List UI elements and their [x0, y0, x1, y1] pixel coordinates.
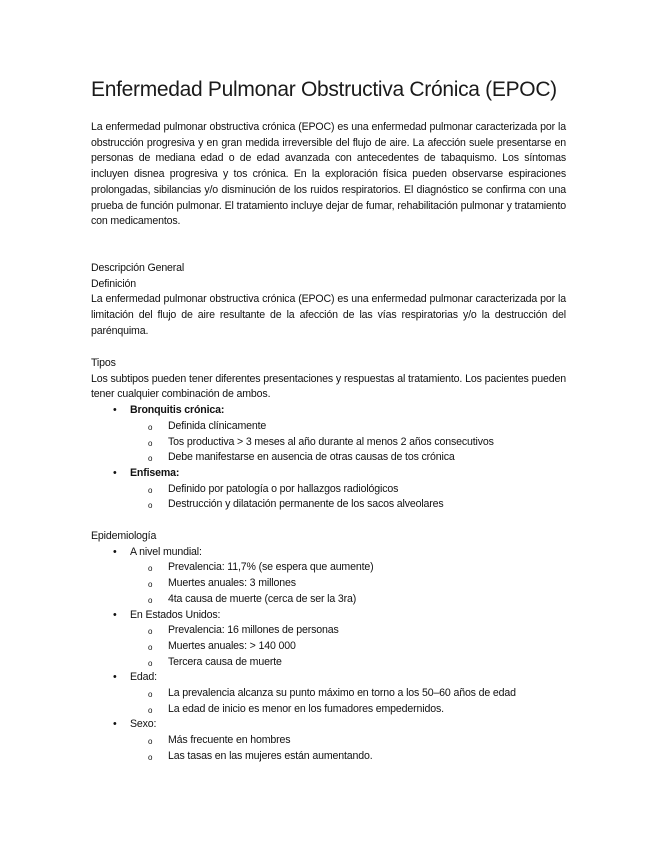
sub-list-item: [91, 560, 566, 576]
sub-list-item: [91, 623, 566, 639]
sub-list-item: [91, 655, 566, 671]
circle-bullet-icon: o: [148, 485, 153, 495]
circle-bullet-icon: o: [148, 580, 153, 590]
page-title: Enfermedad Pulmonar Obstructiva Crónica (EPOC): [91, 78, 557, 101]
circle-bullet-icon: o: [148, 752, 153, 762]
types-section: [91, 356, 566, 513]
circle-bullet-icon: o: [148, 595, 153, 605]
definition-heading: Definición: [91, 277, 137, 290]
sub-list-item: [91, 482, 566, 498]
sub-list-item-text: La edad de inicio es menor en los fumadores empedernidos.: [168, 702, 444, 715]
bullet-icon: •: [113, 718, 117, 731]
epidemiology-list: [91, 545, 566, 765]
overview-section: [91, 261, 566, 340]
list-item: [91, 717, 566, 733]
sub-list-item-text: Definido por patología o por hallazgos radiológicos: [168, 482, 399, 495]
list-item-label: A nivel mundial:: [130, 545, 202, 558]
sub-list-item: [91, 592, 566, 608]
circle-bullet-icon: o: [148, 642, 153, 652]
types-list: [91, 403, 566, 513]
sub-list-item: [91, 576, 566, 592]
list-item: [91, 608, 566, 624]
sub-list-item: [91, 686, 566, 702]
bullet-icon: •: [113, 466, 117, 479]
circle-bullet-icon: o: [148, 705, 153, 715]
list-item-label: Sexo:: [130, 718, 157, 731]
list-item: [91, 403, 566, 419]
list-item: [91, 545, 566, 561]
circle-bullet-icon: o: [148, 454, 153, 464]
sub-list-item-text: Tercera causa de muerte: [168, 655, 282, 668]
intro-paragraph: La enfermedad pulmonar obstructiva crónica (EPOC) es una enfermedad pulmonar caracterizada por la obstrucción progresiva y en gran medida irreversible del flujo de aire. La afección suele presentarse en personas de mediana edad o de edad avanzada con antecedentes de tabaquismo. Los síntomas incluyen disnea progresiva y tos crónica. En la exploración física pueden observarse espiraciones prolongadas, sibilancias y/o disminución de los ruidos respiratorios. El diagnóstico se confirma con una prueba de función pulmonar. El tratamiento incluye dejar de fumar, rehabilitación pulmonar y tratamiento con medicamentos.: [91, 121, 566, 228]
sub-list-item-text: Más frecuente en hombres: [168, 734, 291, 747]
sub-list-item: [91, 702, 566, 718]
sub-list-item-text: La prevalencia alcanza su punto máximo en torno a los 50–60 años de edad: [168, 687, 516, 700]
bullet-icon: •: [113, 608, 117, 621]
types-heading: Tipos: [91, 357, 116, 369]
sub-list-item: [91, 450, 566, 466]
circle-bullet-icon: o: [148, 501, 153, 511]
sub-list-item-text: Las tasas en las mujeres están aumentando.: [168, 749, 373, 762]
sub-list-item: [91, 749, 566, 765]
circle-bullet-icon: o: [148, 690, 153, 700]
list-item-label: Bronquitis crónica:: [130, 404, 225, 417]
bullet-icon: •: [113, 404, 117, 417]
sub-list-item-text: Destrucción y dilatación permanente de los sacos alveolares: [168, 498, 444, 511]
types-text: Los subtipos pueden tener diferentes presentaciones y respuestas al tratamiento. Los pacientes pueden tener cualquier combinación de ambos.: [91, 372, 566, 401]
sub-list-item-text: Debe manifestarse en ausencia de otras causas de tos crónica: [168, 451, 455, 464]
sub-list-item: [91, 733, 566, 749]
circle-bullet-icon: o: [148, 438, 153, 448]
list-item-label: En Estados Unidos:: [130, 608, 221, 621]
bullet-icon: •: [113, 671, 117, 684]
sub-list-item-text: Prevalencia: 16 millones de personas: [168, 624, 339, 637]
sub-list-item-text: Definida clínicamente: [168, 419, 267, 432]
epidemiology-section: [91, 529, 566, 765]
sub-list-item: [91, 639, 566, 655]
circle-bullet-icon: o: [148, 422, 153, 432]
list-item: [91, 466, 566, 482]
circle-bullet-icon: o: [148, 658, 153, 668]
sub-list-item-text: 4ta causa de muerte (cerca de ser la 3ra): [168, 592, 357, 605]
list-item-label: Enfisema:: [130, 466, 180, 479]
sub-list-item-text: Muertes anuales: > 140 000: [168, 639, 296, 652]
circle-bullet-icon: o: [148, 564, 153, 574]
overview-heading: Descripción General: [91, 262, 185, 274]
sub-list-item-text: Tos productiva > 3 meses al año durante al menos 2 años consecutivos: [168, 435, 494, 448]
list-item: [91, 670, 566, 686]
sub-list-item: [91, 435, 566, 451]
list-item-label: Edad:: [130, 671, 157, 684]
circle-bullet-icon: o: [148, 627, 153, 637]
sub-list-item-text: Muertes anuales: 3 millones: [168, 577, 296, 590]
circle-bullet-icon: o: [148, 737, 153, 747]
definition-text: La enfermedad pulmonar obstructiva crónica (EPOC) es una enfermedad pulmonar caracterizada por la limitación del flujo de aire resultante de la afección de las vías respiratorias y/o la destrucción del parénquima.: [91, 293, 566, 337]
epidemiology-heading: Epidemiología: [91, 530, 157, 542]
sub-list-item: [91, 419, 566, 435]
sub-list-item-text: Prevalencia: 11,7% (se espera que aumente): [168, 561, 374, 574]
bullet-icon: •: [113, 545, 117, 558]
sub-list-item: [91, 497, 566, 513]
